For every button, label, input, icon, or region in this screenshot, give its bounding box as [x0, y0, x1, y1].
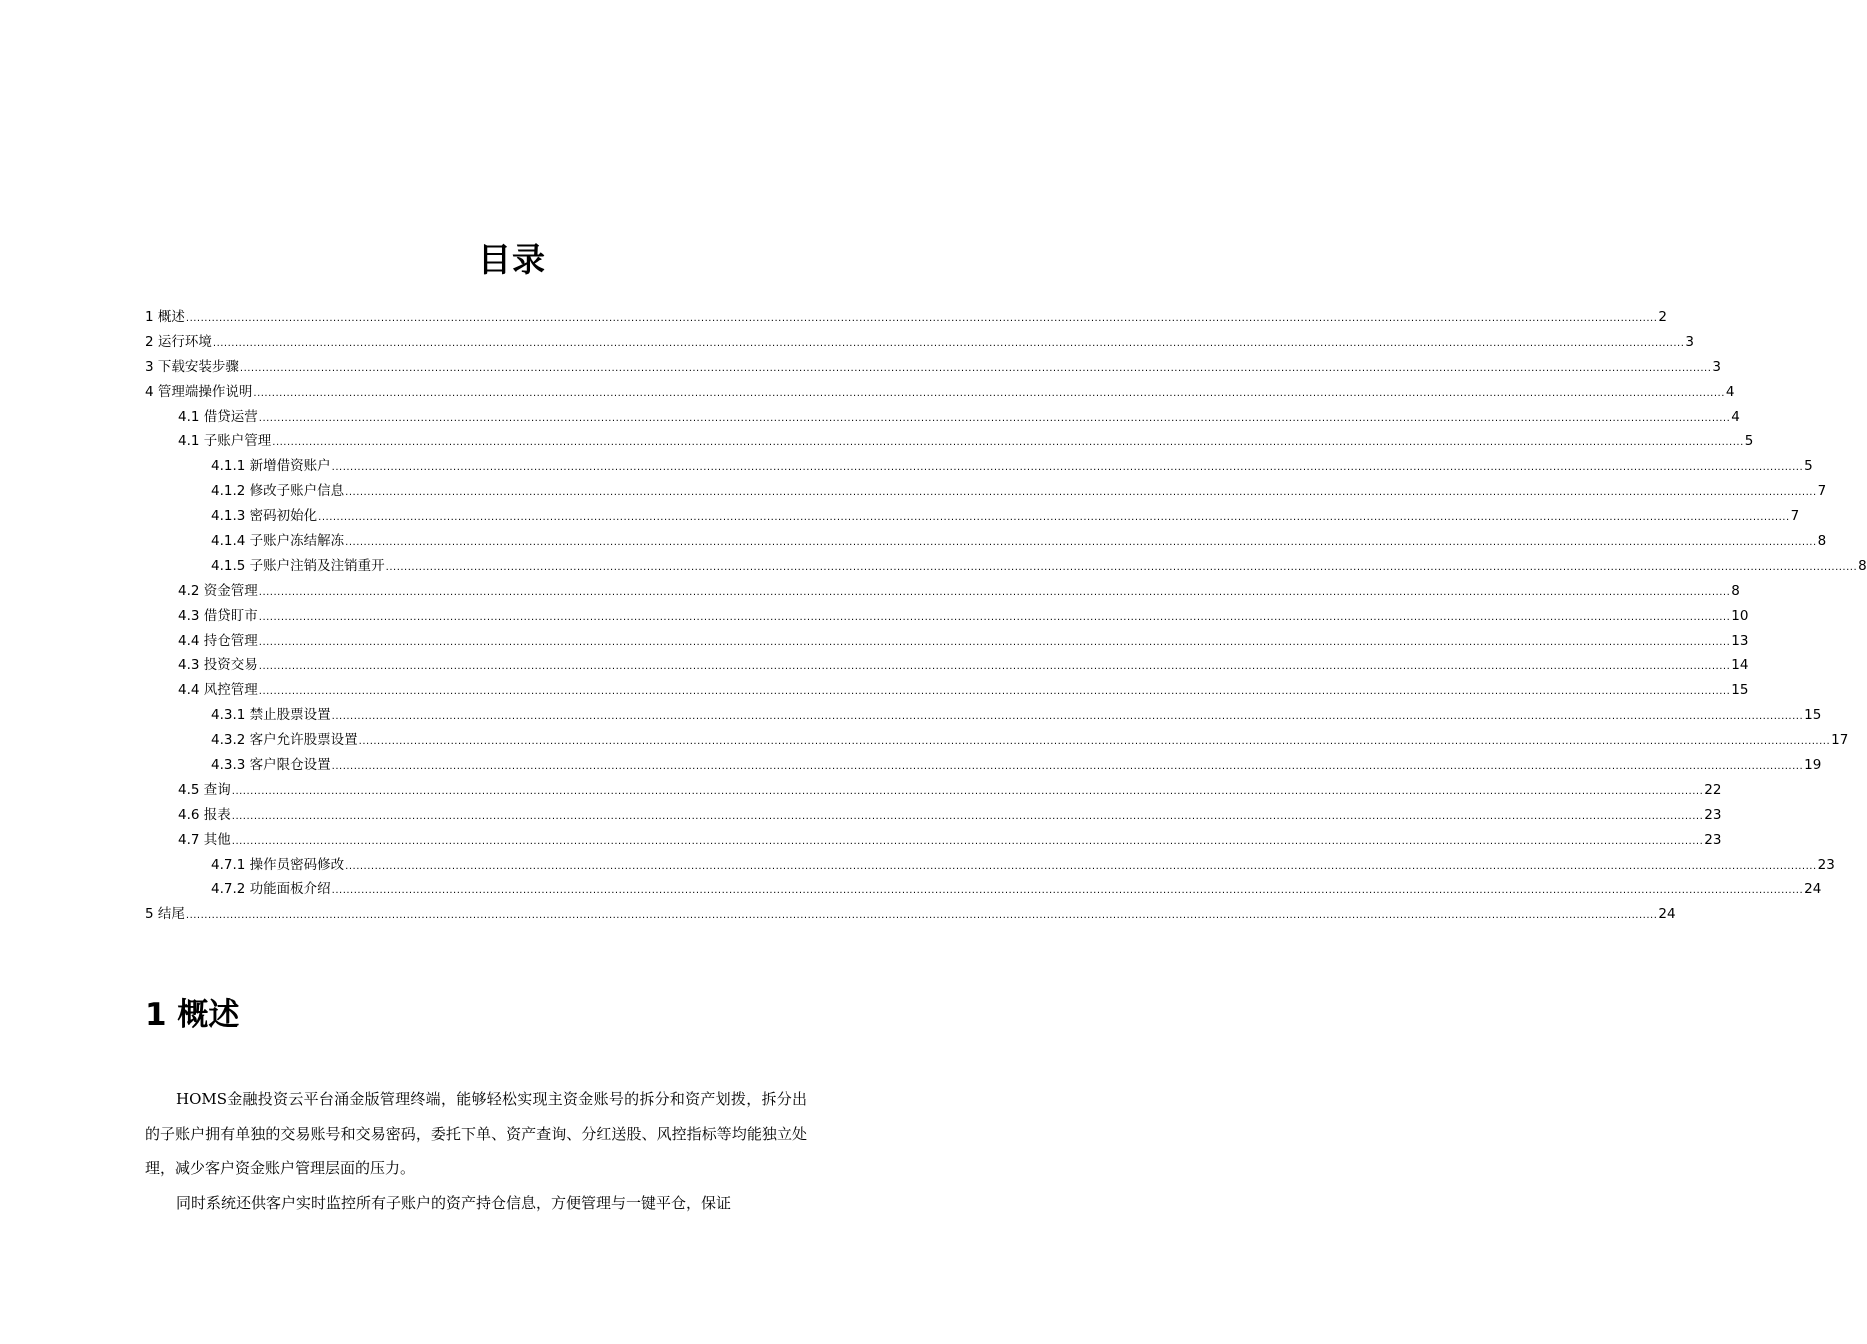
toc-entry-label: 4 管理端操作说明 — [145, 383, 253, 400]
toc-entry-page: 8 — [1858, 557, 1867, 574]
toc-entry-page: 5 — [1744, 433, 1754, 450]
toc-entry-label: 4.3.3 客户限仓设置 — [211, 757, 331, 774]
toc-entry-page: 3 — [1712, 358, 1721, 375]
toc-leader-dots: ................................................................................................................................................................................................................................................................................................................................................................................................................ — [185, 910, 1658, 922]
section-body — [145, 1082, 807, 1220]
toc-entry-page: 4 — [1725, 383, 1735, 400]
toc-leader-dots: ................................................................................................................................................................................................................................................................................................................................................................................................................ — [318, 512, 1790, 524]
toc-entry-page: 7 — [1817, 483, 1827, 500]
toc-entry-label: 4.6 报表 — [178, 806, 231, 823]
toc-title: 目录 — [478, 240, 546, 279]
toc-entry[interactable] — [145, 828, 1722, 853]
toc-entry[interactable] — [145, 330, 1694, 355]
toc-leader-dots: ................................................................................................................................................................................................................................................................................................................................................................................................................ — [272, 437, 1744, 449]
toc-entry[interactable] — [145, 629, 1749, 654]
toc-entry-label: 5 结尾 — [145, 906, 185, 923]
toc-leader-dots: ................................................................................................................................................................................................................................................................................................................................................................................................................ — [258, 586, 1731, 598]
toc-entry-page: 23 — [1704, 806, 1722, 823]
toc-leader-dots: ................................................................................................................................................................................................................................................................................................................................................................................................................ — [258, 636, 1731, 648]
toc-leader-dots: ................................................................................................................................................................................................................................................................................................................................................................................................................ — [231, 810, 1704, 822]
toc-entry[interactable] — [145, 579, 1740, 604]
toc-entry[interactable] — [145, 305, 1667, 330]
toc-entry[interactable] — [145, 778, 1722, 803]
toc-entry-page: 24 — [1658, 906, 1676, 923]
toc-leader-dots: ................................................................................................................................................................................................................................................................................................................................................................................................................ — [358, 736, 1831, 748]
table-of-contents — [145, 305, 1867, 927]
toc-entry-page: 10 — [1731, 607, 1749, 624]
toc-entry-label: 4.1.5 子账户注销及注销重开 — [211, 557, 385, 574]
toc-entry-page: 5 — [1804, 458, 1813, 475]
toc-entry-label: 3 下载安装步骤 — [145, 358, 239, 375]
toc-entry-page: 2 — [1658, 309, 1667, 325]
toc-entry-label: 4.7 其他 — [178, 831, 231, 848]
toc-entry-page: 22 — [1704, 781, 1722, 798]
toc-entry-label: 4.1.1 新增借资账户 — [211, 458, 331, 475]
toc-entry-page: 19 — [1804, 757, 1822, 774]
toc-leader-dots: ................................................................................................................................................................................................................................................................................................................................................................................................................ — [212, 337, 1685, 349]
toc-leader-dots: ................................................................................................................................................................................................................................................................................................................................................................................................................ — [258, 686, 1731, 698]
toc-entry[interactable] — [145, 753, 1822, 778]
toc-entry[interactable] — [145, 902, 1676, 927]
toc-leader-dots: ................................................................................................................................................................................................................................................................................................................................................................................................................ — [258, 661, 1731, 673]
toc-entry-label: 4.3.2 客户允许股票设置 — [211, 732, 358, 749]
toc-entry-page: 8 — [1817, 533, 1827, 550]
toc-entry[interactable] — [145, 678, 1749, 703]
toc-entry[interactable] — [145, 728, 1849, 753]
toc-leader-dots: ................................................................................................................................................................................................................................................................................................................................................................................................................ — [231, 785, 1704, 797]
toc-entry[interactable] — [145, 380, 1735, 405]
toc-entry-page: 17 — [1831, 732, 1849, 749]
toc-entry[interactable] — [145, 803, 1722, 828]
toc-entry-label: 4.1.4 子账户冻结解冻 — [211, 533, 345, 550]
toc-entry-label: 4.1.2 修改子账户信息 — [211, 483, 345, 500]
section-heading: 1 概述 — [145, 997, 240, 1033]
toc-leader-dots: ................................................................................................................................................................................................................................................................................................................................................................................................................ — [345, 860, 1817, 872]
toc-leader-dots: ................................................................................................................................................................................................................................................................................................................................................................................................................ — [331, 462, 1804, 474]
toc-entry[interactable] — [145, 454, 1813, 479]
toc-entry-page: 8 — [1731, 582, 1740, 599]
toc-entry-page: 13 — [1731, 632, 1749, 649]
toc-entry-label: 4.1.3 密码初始化 — [211, 508, 318, 525]
body-paragraph: 同时系统还供客户实时监控所有子账户的资产持仓信息，方便管理与一键平仓，保证 — [176, 1193, 732, 1212]
toc-entry-label: 4.1 借贷运营 — [178, 408, 258, 425]
toc-entry-page: 3 — [1685, 333, 1694, 350]
toc-leader-dots: ................................................................................................................................................................................................................................................................................................................................................................................................................ — [253, 387, 1725, 399]
toc-leader-dots: ................................................................................................................................................................................................................................................................................................................................................................................................................ — [385, 561, 1858, 573]
toc-leader-dots: ................................................................................................................................................................................................................................................................................................................................................................................................................ — [331, 711, 1804, 723]
toc-entry[interactable] — [145, 653, 1749, 678]
toc-entry-label: 4.7.2 功能面板介绍 — [211, 881, 331, 898]
toc-entry-page: 7 — [1790, 508, 1800, 525]
toc-entry-label: 4.3.1 禁止股票设置 — [211, 707, 331, 724]
toc-entry-label: 4.1 子账户管理 — [178, 433, 272, 450]
toc-entry-page: 4 — [1731, 408, 1740, 425]
toc-entry-label: 4.7.1 操作员密码修改 — [211, 856, 345, 873]
toc-entry-label: 4.4 风控管理 — [178, 682, 258, 699]
toc-entry[interactable] — [145, 504, 1800, 529]
toc-entry-page: 24 — [1804, 881, 1822, 898]
toc-entry-label: 1 概述 — [145, 309, 185, 325]
toc-entry-label: 4.3 借贷盯市 — [178, 607, 258, 624]
toc-leader-dots: ................................................................................................................................................................................................................................................................................................................................................................................................................ — [345, 537, 1817, 549]
toc-entry[interactable] — [145, 429, 1754, 454]
body-paragraph: HOMS金融投资云平台涌金版管理终端，能够轻松实现主资金账号的拆分和资产划拨，拆分出的子账户拥有单独的交易账号和交易密码，委托下单、资产查询、分红送股、风控指标等均能独立处理，减少客户资金账户管理层面的压力。 — [145, 1090, 807, 1177]
toc-leader-dots: ................................................................................................................................................................................................................................................................................................................................................................................................................ — [258, 611, 1731, 623]
toc-entry-page: 23 — [1817, 856, 1835, 873]
toc-entry-page: 23 — [1704, 831, 1722, 848]
toc-entry-label: 4.5 查询 — [178, 781, 231, 798]
toc-entry-label: 4.3 投资交易 — [178, 657, 258, 674]
toc-entry-label: 2 运行环境 — [145, 333, 212, 350]
toc-entry-page: 14 — [1731, 657, 1749, 674]
toc-leader-dots: ................................................................................................................................................................................................................................................................................................................................................................................................................ — [331, 885, 1804, 897]
toc-entry[interactable] — [145, 355, 1721, 380]
toc-entry-page: 15 — [1731, 682, 1749, 699]
toc-leader-dots: ................................................................................................................................................................................................................................................................................................................................................................................................................ — [331, 761, 1804, 773]
toc-leader-dots: ................................................................................................................................................................................................................................................................................................................................................................................................................ — [345, 487, 1817, 499]
toc-leader-dots: ................................................................................................................................................................................................................................................................................................................................................................................................................ — [231, 835, 1704, 847]
toc-leader-dots: ................................................................................................................................................................................................................................................................................................................................................................................................................ — [185, 313, 1658, 324]
toc-entry[interactable] — [145, 604, 1749, 629]
toc-entry[interactable] — [145, 853, 1835, 878]
toc-leader-dots: ................................................................................................................................................................................................................................................................................................................................................................................................................ — [239, 362, 1712, 374]
toc-entry[interactable] — [145, 703, 1822, 728]
toc-entry-label: 4.2 资金管理 — [178, 582, 258, 599]
toc-entry[interactable] — [145, 554, 1867, 579]
toc-entry-page: 15 — [1804, 707, 1822, 724]
toc-entry[interactable] — [145, 529, 1827, 554]
toc-entry[interactable] — [145, 877, 1822, 902]
toc-entry-label: 4.4 持仓管理 — [178, 632, 258, 649]
toc-entry[interactable] — [145, 479, 1827, 504]
toc-entry[interactable] — [145, 405, 1740, 430]
toc-leader-dots: ................................................................................................................................................................................................................................................................................................................................................................................................................ — [258, 412, 1731, 424]
